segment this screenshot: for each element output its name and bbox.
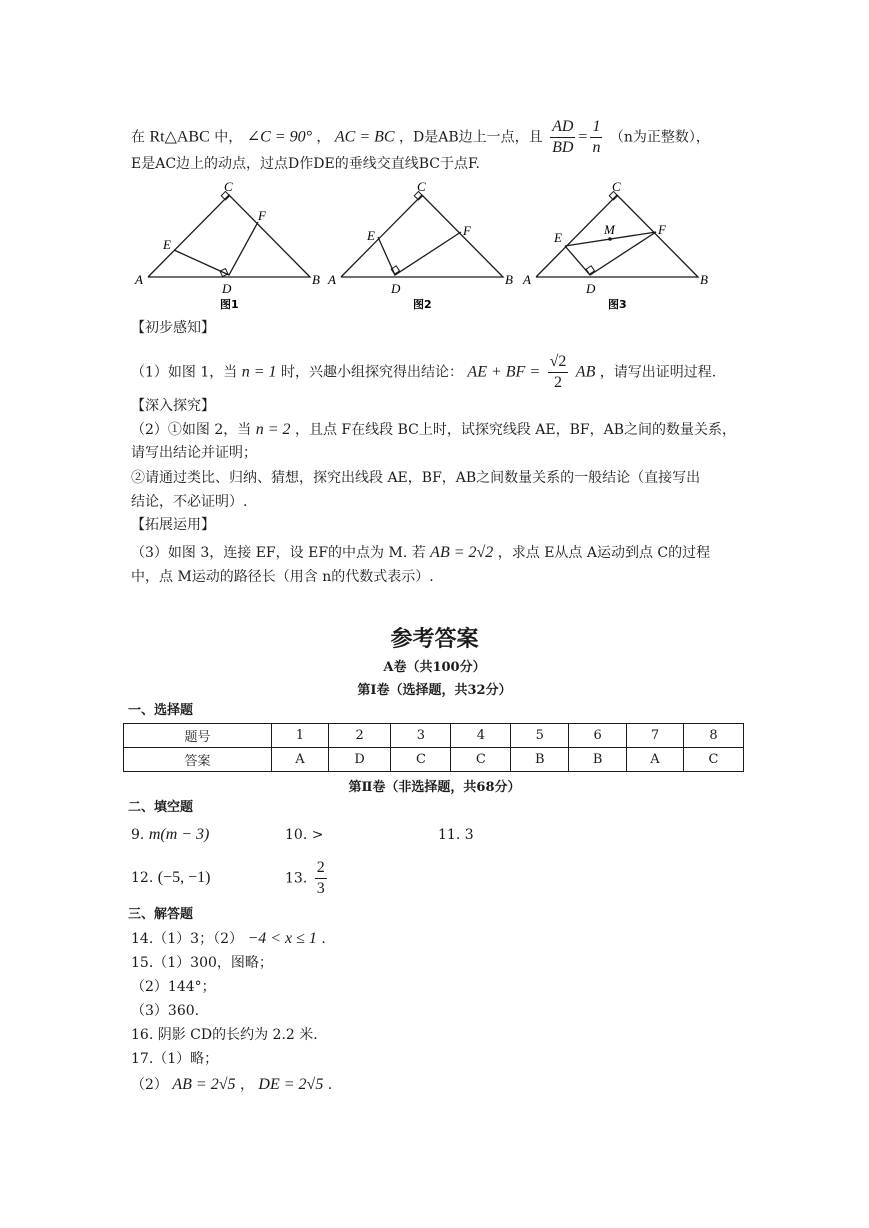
text: ，D是AB边上一点，且 — [399, 129, 543, 146]
text: （1）如图 1，当 — [131, 364, 238, 381]
fraction-denominator: 2 — [553, 374, 562, 391]
table-cell: 2 — [328, 724, 391, 748]
condition: n = 2 — [255, 421, 291, 438]
problem-line-2: E是AC边上的动点，过点D作DE的垂线交直线BC于点F. — [131, 156, 480, 172]
text: （3）如图 3，连接 EF，设 EF的中点为 M. 若 — [131, 545, 426, 561]
point-label: B — [700, 272, 708, 287]
answer-fraction — [315, 858, 327, 899]
answer-11: 11. 3 — [438, 827, 474, 843]
question-3 — [131, 543, 710, 563]
text: 中， — [214, 129, 243, 146]
point-label: D — [391, 281, 401, 296]
question-2 — [131, 420, 736, 440]
point-label: F — [258, 208, 266, 223]
text: ，求点 E从点 A运动到点 C的过程 — [497, 545, 711, 561]
fraction-numerator: √2 — [548, 352, 569, 373]
point-label: M — [604, 222, 615, 237]
table-cell: D — [328, 748, 391, 772]
figure-3-caption: 图3 — [608, 298, 627, 311]
formula: AB = 2√5 — [172, 1076, 236, 1093]
point-label: B — [312, 272, 320, 287]
table-cell: 6 — [569, 724, 627, 748]
ratio-value-fraction — [590, 117, 602, 158]
point-label: A — [135, 272, 143, 287]
figure-1-caption: 图1 — [220, 298, 239, 311]
figure-1 — [134, 180, 320, 311]
answer-label: 12. — [131, 870, 154, 886]
point-label: A — [523, 272, 531, 287]
answer-12 — [131, 868, 210, 888]
question-2-line-3: ②请通过类比、归纳、猜想，探究出线段 AE，BF，AB之间数量关系的一般结论（直接写出 — [131, 470, 701, 486]
formula: DE = 2√5 — [258, 1076, 324, 1093]
table-cell: A — [271, 748, 328, 772]
question-2-line-2: 请写出结论并证明； — [131, 445, 257, 461]
table-row — [124, 748, 744, 772]
point-label: B — [505, 272, 513, 287]
table-cell: 7 — [627, 724, 684, 748]
answer-14 — [131, 929, 326, 949]
fraction-numerator: AD — [550, 117, 575, 138]
text: （2） — [131, 1077, 168, 1093]
condition: n = 1 — [241, 363, 277, 381]
table-cell: 8 — [683, 724, 743, 748]
table-cell: 3 — [391, 724, 451, 748]
figure-2 — [327, 180, 513, 311]
text: 时，兴趣小组探究得出结论： — [280, 364, 463, 381]
text: 在 — [131, 129, 145, 146]
table-cell: C — [451, 748, 511, 772]
part-2-heading: 第Ⅱ卷（非选择题，共68分） — [348, 780, 521, 795]
table-cell: 题号 — [124, 724, 272, 748]
answers-subtitle: A卷（共100分） — [383, 660, 486, 675]
question-3-line-2: 中，点 M运动的路径长（用含 n的代数式表示）. — [131, 569, 434, 585]
question-1 — [131, 352, 716, 393]
point-label: D — [222, 281, 232, 296]
point-label: D — [586, 281, 596, 296]
fill-section-heading: 二、填空题 — [128, 800, 194, 815]
text: ，且点 F在线段 BC上时，试探究线段 AE，BF，AB之间的数量关系， — [294, 422, 737, 438]
text: （2）①如图 2，当 — [131, 422, 252, 438]
point-label: C — [224, 180, 233, 194]
inequality: −4 < x ≤ 1 — [247, 930, 317, 947]
section-deep-exploration: 【深入探究】 — [131, 398, 215, 414]
point-label: C — [612, 180, 621, 194]
fraction-numerator: 2 — [315, 858, 327, 879]
point-label: C — [417, 180, 426, 194]
answer-value: m(m − 3) — [148, 826, 210, 843]
point-label: F — [658, 222, 666, 237]
ratio-fraction — [550, 117, 575, 158]
answer-17-part-1: 17.（1）略； — [131, 1051, 219, 1067]
fraction-denominator: n — [592, 139, 601, 156]
side-equality: AC = BC — [334, 128, 395, 146]
answer-label: 9. — [131, 827, 145, 843]
table-cell: A — [627, 748, 684, 772]
text: 14.（1）3；（2） — [131, 931, 243, 947]
formula: AB = 2√2 — [430, 544, 494, 561]
fraction-denominator: BD — [552, 139, 574, 156]
figure-2-caption: 图2 — [413, 298, 432, 311]
text: ， — [316, 129, 331, 146]
table-row — [124, 724, 744, 748]
equals-sign: = — [578, 128, 588, 146]
point-label: E — [163, 237, 171, 252]
answer-17-part-2 — [131, 1075, 332, 1095]
text: . — [327, 1077, 333, 1093]
point-label: F — [463, 223, 471, 238]
formula-left: AE + BF = — [467, 363, 541, 381]
angle-condition: ∠C = 90° — [246, 128, 312, 146]
problem-line-1 — [131, 117, 710, 158]
question-2-line-4: 结论，不必证明）. — [131, 494, 248, 510]
triangle-figures — [130, 180, 730, 315]
part-1-heading: 第Ⅰ卷（选择题，共32分） — [357, 683, 512, 698]
answers-title: 参考答案 — [390, 626, 479, 652]
choice-section-heading: 一、选择题 — [128, 703, 194, 718]
table-cell: B — [569, 748, 627, 772]
section-extended-application: 【拓展运用】 — [131, 517, 215, 533]
text: ， — [239, 1077, 254, 1093]
table-cell: B — [511, 748, 569, 772]
figure-3 — [522, 180, 708, 311]
fraction-numerator: 1 — [590, 117, 602, 138]
text: ，请写出证明过程. — [599, 364, 717, 381]
answer-13 — [285, 858, 330, 899]
fraction-denominator: 3 — [316, 880, 325, 897]
table-cell: 5 — [511, 724, 569, 748]
answer-15-part-1: 15.（1）300，图略； — [131, 955, 273, 971]
table-cell: 答案 — [124, 748, 272, 772]
table-cell: C — [391, 748, 451, 772]
table-cell: 1 — [271, 724, 328, 748]
sqrt2-over-2-fraction — [548, 352, 569, 393]
text: （n为正整数）， — [609, 129, 710, 146]
table-cell: C — [683, 748, 743, 772]
answer-label: 13. — [285, 870, 308, 887]
point-label: A — [328, 272, 336, 287]
answer-15-part-2: （2）144°； — [131, 979, 216, 995]
rt-triangle: Rt△ABC — [149, 128, 210, 146]
answer-table — [123, 723, 744, 772]
answer-16: 16. 阴影 CD的长约为 2.2 米. — [131, 1027, 318, 1043]
answer-10: 10. > — [285, 827, 324, 843]
formula-right: AB — [575, 363, 596, 381]
solve-section-heading: 三、解答题 — [128, 907, 194, 922]
table-cell: 4 — [451, 724, 511, 748]
answer-15-part-3: （3）360. — [131, 1003, 200, 1019]
point-label: E — [367, 228, 375, 243]
answer-9 — [131, 825, 209, 845]
answer-value: (−5, −1) — [157, 869, 211, 886]
point-label: E — [554, 230, 562, 245]
text: . — [321, 931, 326, 947]
section-initial-perception: 【初步感知】 — [131, 320, 215, 336]
